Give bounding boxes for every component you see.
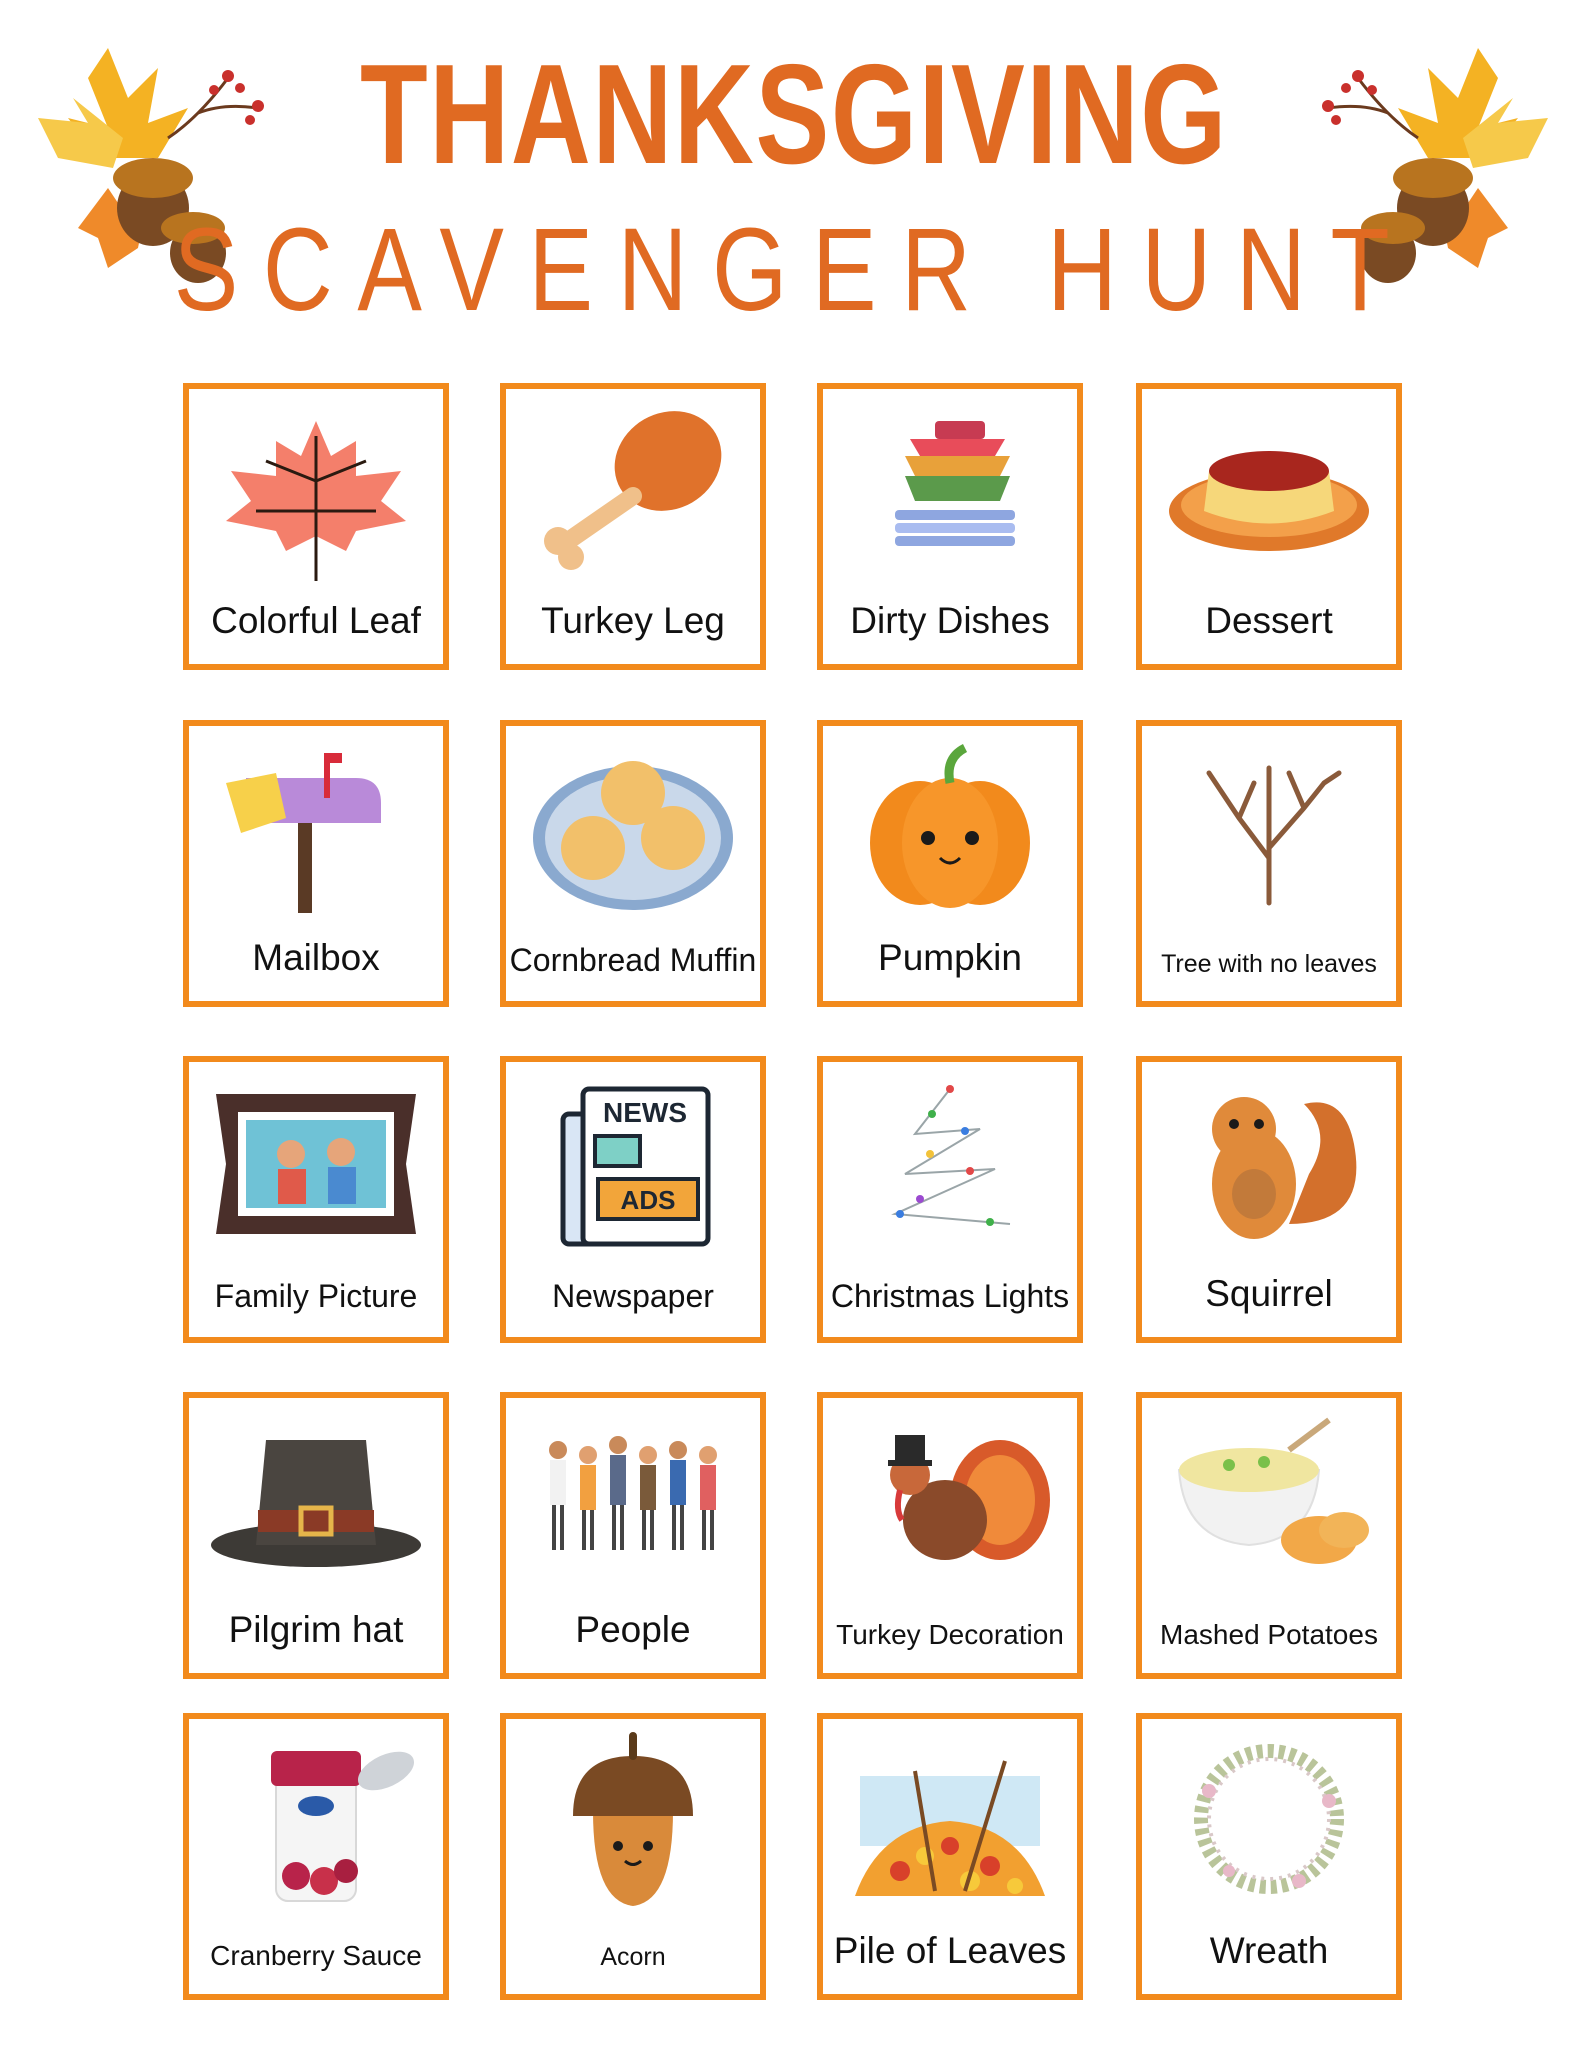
mashed-potatoes-icon [1159, 1410, 1379, 1590]
page-title: THANKSGIVING [360, 35, 1228, 194]
card-label: Acorn [600, 1943, 666, 1971]
bare-tree-icon [1159, 738, 1379, 918]
card-label: Wreath [1209, 1930, 1329, 1971]
card-label: Cornbread Muffin [509, 942, 757, 978]
card-christmas-lights [817, 1056, 1083, 1343]
turkey-leg-icon [523, 401, 743, 581]
pilgrim-hat-icon [206, 1410, 426, 1590]
card-label: Pile of Leaves [833, 1930, 1067, 1971]
card-label: Squirrel [1205, 1273, 1333, 1314]
squirrel-icon [1159, 1074, 1379, 1254]
family-photo-icon [206, 1074, 426, 1254]
card-label: Dirty Dishes [850, 600, 1050, 641]
card-pilgrim-hat [183, 1392, 449, 1679]
card-label: Christmas Lights [830, 1278, 1070, 1314]
card-label: Cranberry Sauce [210, 1940, 422, 1971]
card-pile-of-leaves [817, 1713, 1083, 2000]
mailbox-icon [206, 738, 426, 918]
card-cranberry-sauce [183, 1713, 449, 2000]
leaf-pile-icon [840, 1731, 1060, 1911]
dish-stack-icon [840, 401, 1060, 581]
svg-text:NEWS: NEWS [603, 1097, 687, 1128]
page-subtitle: SCAVENGER HUNT [173, 204, 1415, 336]
pumpkin-icon [840, 738, 1060, 918]
card-acorn [500, 1713, 766, 2000]
card-squirrel [1136, 1056, 1402, 1343]
card-tree-no-leaves [1136, 720, 1402, 1007]
card-label: Dessert [1205, 600, 1333, 641]
wreath-icon [1159, 1731, 1379, 1911]
cranberry-jar-icon [206, 1731, 426, 1911]
card-colorful-leaf [183, 383, 449, 670]
maple-leaf-icon [206, 401, 426, 581]
card-label: Pilgrim hat [228, 1609, 404, 1650]
card-dirty-dishes [817, 383, 1083, 670]
acorn-icon [523, 1731, 743, 1911]
card-pumpkin [817, 720, 1083, 1007]
muffin-plate-icon [523, 738, 743, 918]
card-label: Family Picture [214, 1278, 418, 1314]
card-mashed-potatoes [1136, 1392, 1402, 1679]
card-label: Turkey Decoration [836, 1619, 1064, 1650]
card-dessert [1136, 383, 1402, 670]
card-label: Tree with no leaves [1161, 950, 1377, 978]
card-label: Mailbox [252, 937, 380, 978]
card-label: Pumpkin [878, 937, 1022, 978]
card-label: Colorful Leaf [211, 600, 421, 641]
people-icon [523, 1410, 743, 1590]
card-label: Mashed Potatoes [1160, 1619, 1378, 1650]
card-turkey-decoration [817, 1392, 1083, 1679]
card-turkey-leg [500, 383, 766, 670]
lights-tree-icon [840, 1074, 1060, 1254]
card-wreath [1136, 1713, 1402, 2000]
card-newspaper [500, 1056, 766, 1343]
card-label: Newspaper [552, 1278, 714, 1314]
svg-text:ADS: ADS [620, 1185, 676, 1215]
card-people [500, 1392, 766, 1679]
turkey-icon [840, 1410, 1060, 1590]
card-mailbox [183, 720, 449, 1007]
card-family-picture [183, 1056, 449, 1343]
card-label: Turkey Leg [541, 600, 725, 641]
flan-icon [1159, 401, 1379, 581]
newspaper-icon [523, 1074, 743, 1254]
card-label: People [575, 1609, 691, 1650]
card-cornbread-muffin [500, 720, 766, 1007]
